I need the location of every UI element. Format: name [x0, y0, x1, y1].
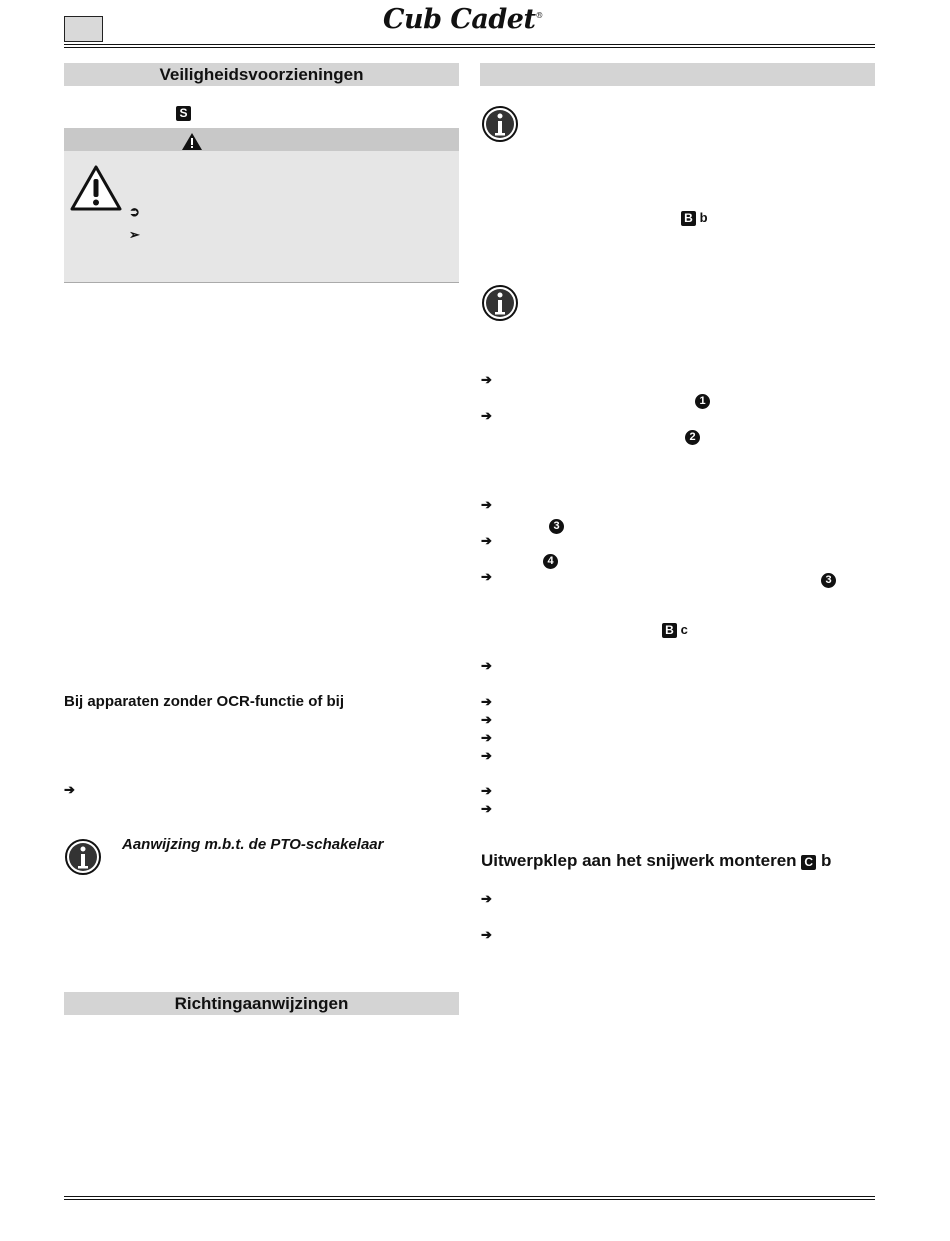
triangle-arrow-icon: ➢	[129, 227, 140, 242]
bullet-arrow-icon: ➔	[481, 533, 492, 548]
warning-large-icon	[69, 164, 123, 212]
info-icon	[481, 105, 519, 143]
circle-arrow-icon: ➲	[129, 204, 140, 219]
bullet-arrow-icon: ➔	[481, 658, 492, 673]
warning-small-icon	[181, 132, 203, 151]
callout-number: 2	[685, 427, 700, 445]
bullet-arrow-icon: ➔	[481, 497, 492, 512]
bullet-arrow-icon: ➔	[481, 783, 492, 798]
section-heading-discharge: Uitwerpklep aan het snijwerk monteren C b	[481, 851, 832, 870]
warning-box	[64, 128, 459, 283]
page-number-box	[64, 16, 103, 42]
footer-rule-2	[64, 1199, 875, 1200]
warning-box-header	[64, 128, 459, 151]
figure-ref-b-b: B b	[681, 210, 708, 226]
header-rule-2	[64, 47, 875, 48]
section-bar-directions: Richtingaanwijzingen	[64, 992, 459, 1015]
callout-number: 1	[695, 391, 710, 409]
bullet-arrow-icon: ➔	[64, 782, 75, 797]
bullet-arrow-icon: ➔	[481, 891, 492, 906]
section-bar-right	[480, 63, 875, 86]
header-rule	[64, 44, 875, 45]
callout-number: 3	[549, 516, 564, 534]
bullet-arrow-icon: ➔	[481, 801, 492, 816]
bullet-arrow-icon: ➔	[481, 927, 492, 942]
callout-number: 4	[543, 551, 558, 569]
bullet-arrow-icon: ➔	[481, 569, 492, 584]
bullet-arrow-icon: ➔	[481, 372, 492, 387]
ocr-text: Bij apparaten zonder OCR-functie of bij	[64, 693, 345, 710]
brand-logo: Cub Cadet®	[383, 4, 543, 35]
bullet-arrow-icon: ➔	[481, 694, 492, 709]
bullet-arrow-icon: ➔	[481, 748, 492, 763]
section-bar-safety: Veiligheidsvoorzieningen	[64, 63, 459, 86]
callout-number: 3	[821, 570, 836, 588]
figure-badge-s: S	[176, 104, 191, 122]
bullet-arrow-icon: ➔	[481, 730, 492, 745]
bullet-arrow-icon: ➔	[481, 712, 492, 727]
info-icon	[64, 838, 102, 876]
pto-note-label: Aanwijzing m.b.t. de PTO-schakelaar	[122, 836, 384, 853]
figure-ref-b-c: B c	[662, 622, 688, 638]
bullet-arrow-icon: ➔	[481, 408, 492, 423]
footer-rule	[64, 1196, 875, 1197]
info-icon	[481, 284, 519, 322]
